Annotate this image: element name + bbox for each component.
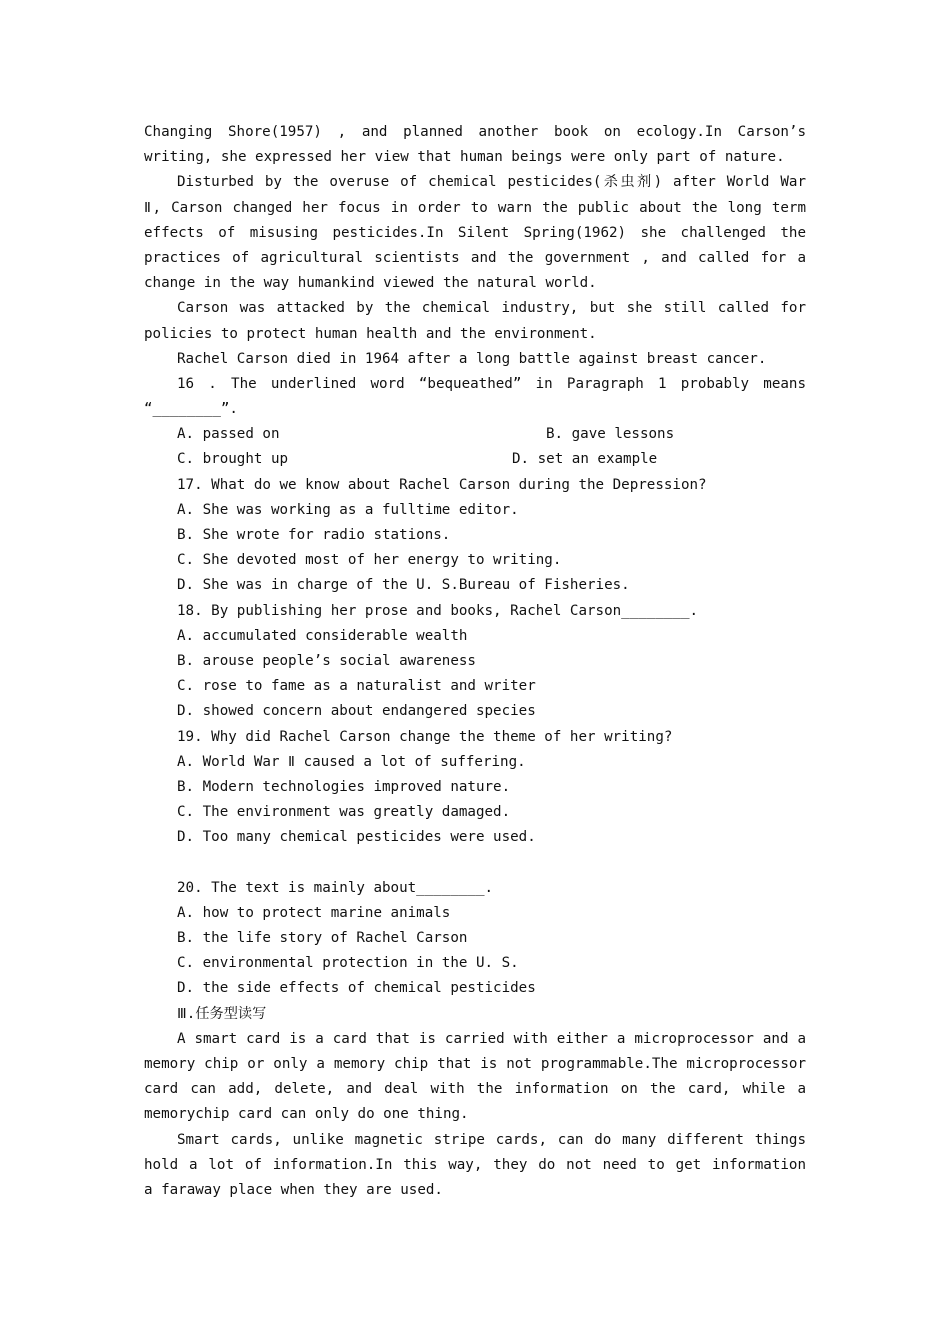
option-c[interactable]: C. brought up [177,451,289,468]
section-heading: Ⅲ.任务型读写 [177,1005,267,1022]
passage-line: policies to protect human health and the environment. [144,325,597,342]
option-b[interactable]: B. arouse people’s social awareness [177,652,476,669]
section-line: memorychip card can only do one thing. [144,1106,469,1123]
passage-line: change in the way humankind viewed the natural world. [144,275,597,292]
spacer [144,850,806,875]
option-b[interactable]: B. She wrote for radio stations. [177,527,451,543]
option-row [144,447,806,472]
option-a[interactable]: A. accumulated considerable wealth [177,627,468,644]
question-20 [144,876,806,1002]
passage-line: Changing Shore(1957) , and planned another book on ecology.In Carson’s [144,124,806,140]
passage [144,120,806,372]
option-b[interactable]: B. gave lessons [546,426,675,443]
option-b[interactable]: B. the life story of Rachel Carson [177,930,468,946]
option-b[interactable]: B. Modern technologies improved nature. [177,778,511,795]
question-17 [144,473,806,599]
option-d[interactable]: D. Too many chemical pesticides were used. [177,829,536,846]
passage-line: effects of misusing pesticides.In Silent Spring(1962) she challenged the [144,224,806,241]
option-c[interactable]: C. She devoted most of her energy to writing. [177,552,562,569]
option-c[interactable]: C. environmental protection in the U. S. [177,955,519,972]
passage-line: writing, she expressed her view that human beings were only part of nature. [144,149,785,166]
section-line: A smart card is a card that is carried with either a microprocessor and a [177,1030,806,1047]
option-c[interactable]: C. The environment was greatly damaged. [177,804,511,821]
question-stem: 17. What do we know about Rachel Carson during the Depression? [177,476,707,493]
option-d[interactable]: D. She was in charge of the U. S.Bureau of Fisheries. [177,577,630,594]
question-stem: 16 . The underlined word “bequeathed” in Paragraph 1 probably means [177,375,806,392]
question-16 [144,372,806,473]
section-line: memory chip or only a memory chip that is not programmable.The microprocessor [144,1055,806,1072]
passage-line: Rachel Carson died in 1964 after a long battle against breast cancer. [177,350,767,367]
option-a[interactable]: A. She was working as a fulltime editor. [177,501,519,518]
option-a[interactable]: A. how to protect marine animals [177,904,451,921]
option-d[interactable]: D. the side effects of chemical pesticides [177,980,536,997]
question-stem: 19. Why did Rachel Carson change the theme of her writing? [177,728,673,745]
question-18 [144,599,806,725]
question-stem: 18. By publishing her prose and books, Rachel Carson________. [177,602,699,619]
option-d[interactable]: D. set an example [512,451,658,468]
option-row [144,422,806,447]
section-line: Smart cards, unlike magnetic stripe cards, can do many different things [177,1131,806,1148]
option-a[interactable]: A. World War Ⅱ caused a lot of suffering. [177,753,526,770]
document-page [144,120,806,1203]
passage-line: Disturbed by the overuse of chemical pesticides(杀虫剂) after World War [177,174,806,191]
question-stem-continuation: “________”. [144,401,238,418]
option-a[interactable]: A. passed on [177,426,280,443]
section-line: card can add, delete, and deal with the information on the card, while a [144,1081,806,1098]
option-c[interactable]: C. rose to fame as a naturalist and writer [177,678,536,695]
passage-line: Ⅱ, Carson changed her focus in order to warn the public about the long term [144,199,806,216]
section-task-reading-writing [144,1002,806,1204]
question-stem: 20. The text is mainly about________. [177,879,494,896]
question-19 [144,725,806,851]
section-line: a faraway place when they are used. [144,1181,443,1198]
section-line: hold a lot of information.In this way, they do not need to get information [144,1156,806,1173]
passage-line: Carson was attacked by the chemical industry, but she still called for [177,300,806,317]
passage-line: practices of agricultural scientists and the government , and called for a [144,249,806,266]
option-d[interactable]: D. showed concern about endangered species [177,703,536,720]
